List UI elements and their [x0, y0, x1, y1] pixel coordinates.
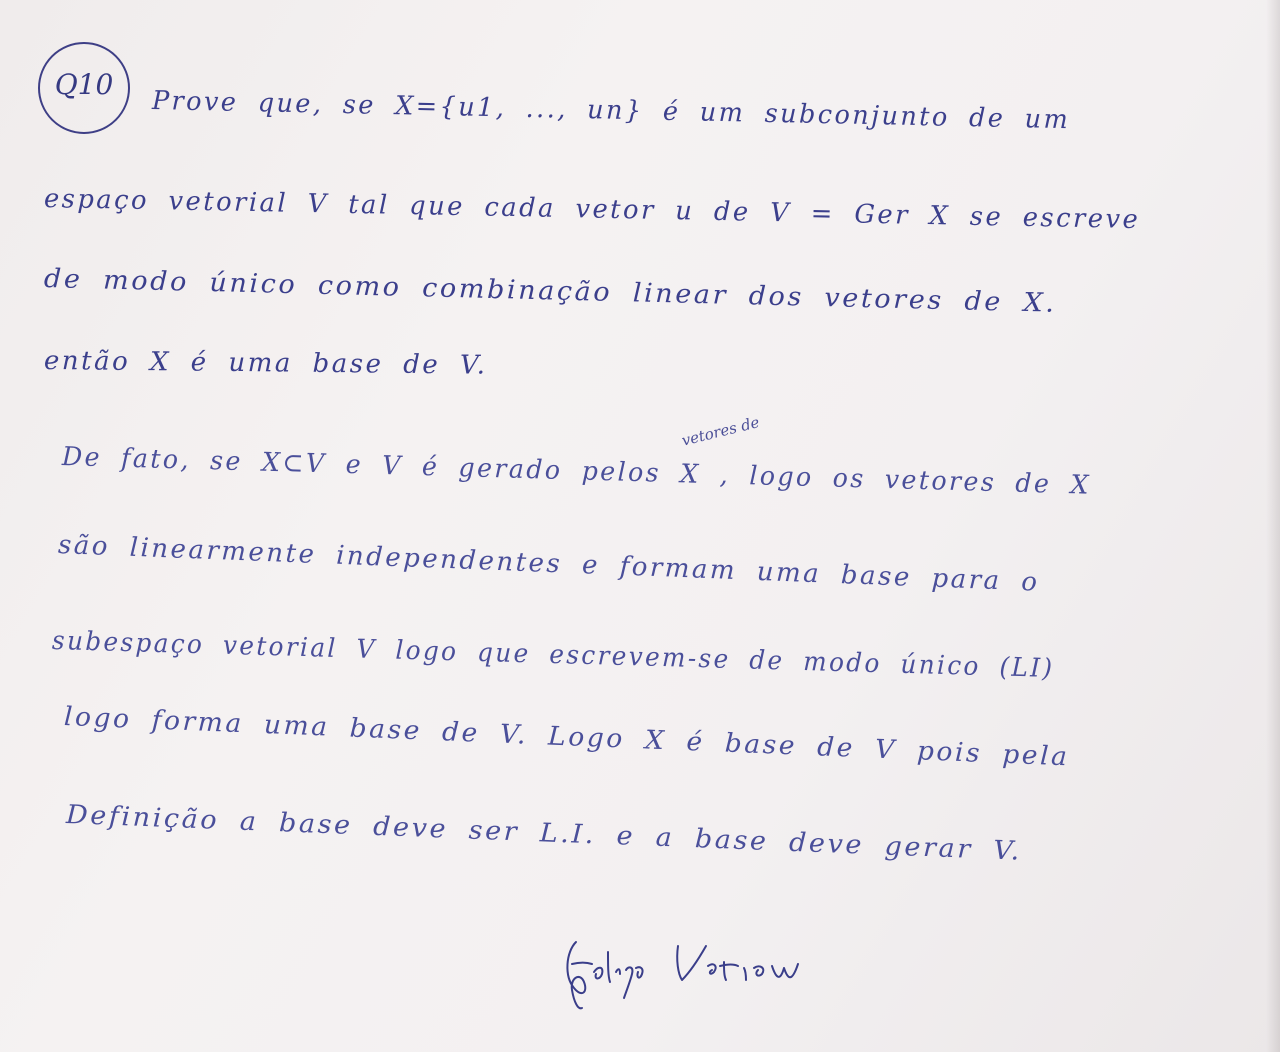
question-number-badge [38, 42, 130, 134]
statement-line-4: então X é uma base de V. [43, 346, 488, 381]
statement-line-3: de modo único como combinação linear dos vetores de X. [43, 264, 1057, 319]
statement-line-2: espaço vetorial V tal que cada vetor u de V = Ger X se escreve [43, 184, 1141, 236]
statement-line-1: Prove que, se X={u1, ..., un} é um subconjunto de um [151, 86, 1071, 136]
answer-line-3: subespaço vetorial V logo que escrevem-se de modo único (LI) [51, 626, 1055, 684]
answer-line-1: De fato, se X⊂V e V é gerado pelos X , logo os vetores de X [61, 442, 1092, 501]
paper-edge-shadow [1266, 0, 1280, 1052]
answer-line-5: Definição a base deve ser L.I. e a base deve gerar V. [65, 800, 1023, 867]
answer-line-4: logo forma uma base de V. Logo X é base de V pois pela [63, 702, 1070, 773]
answer-insertion-note: vetores de [679, 413, 762, 450]
answer-line-2: são linearmente independentes e formam uma base para o [57, 530, 1041, 598]
question-number-label: Q10 [54, 68, 114, 101]
